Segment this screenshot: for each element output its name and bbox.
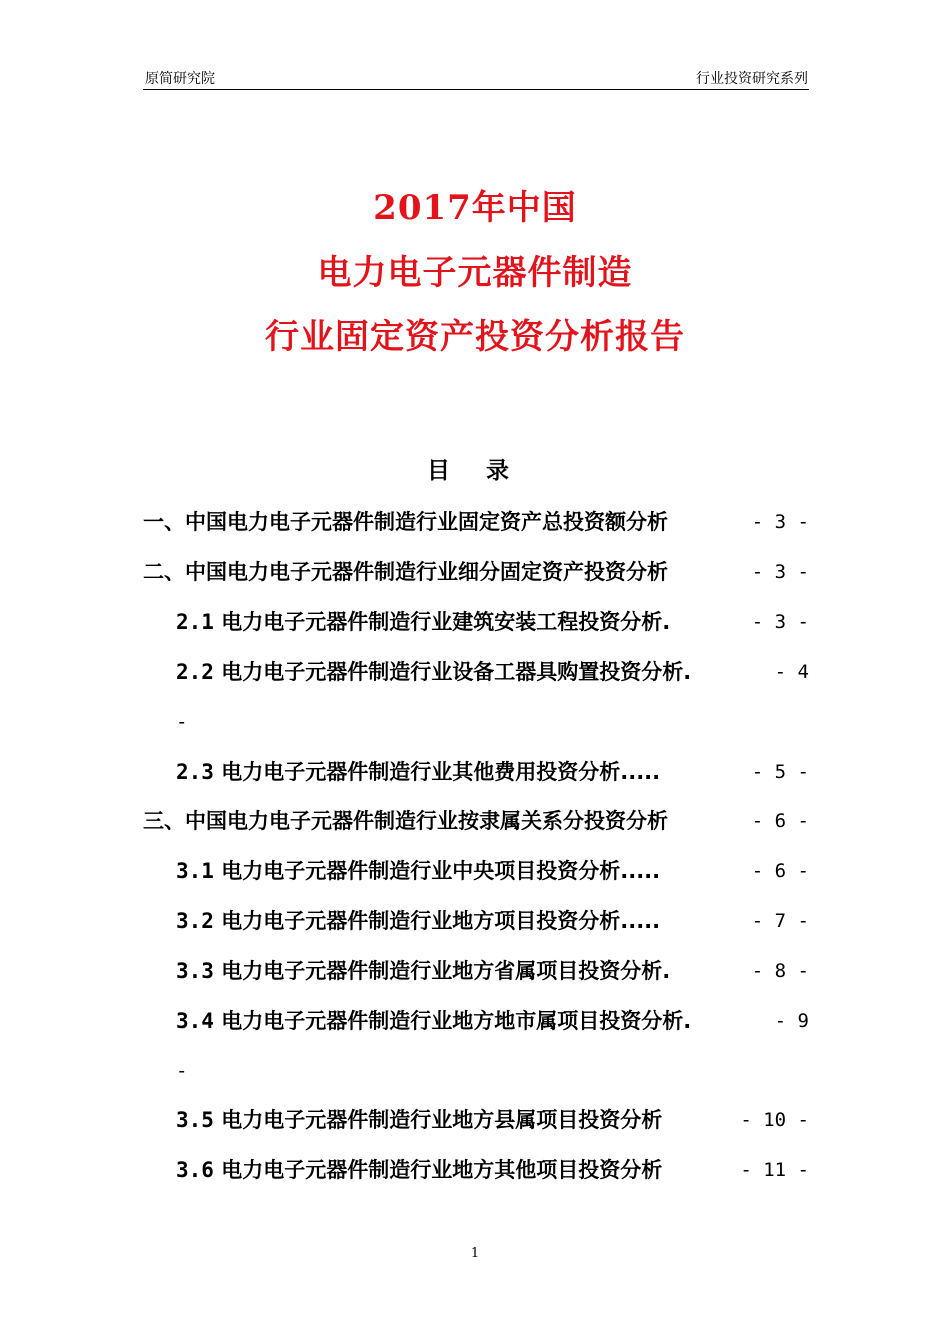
toc-entry-text: 二、中国电力电子元器件制造行业细分固定资产投资分析 (143, 560, 668, 584)
toc-entry-text: 三、中国电力电子元器件制造行业按隶属关系分投资分析 (143, 809, 668, 833)
toc-entry-text: 电力电子元器件制造行业其他费用投资分析..... (221, 760, 661, 784)
toc-entry-page: - 4 (774, 661, 809, 683)
toc-entry-text: 电力电子元器件制造行业地方项目投资分析..... (221, 909, 661, 933)
toc-entry-number: 2.1 (176, 610, 214, 634)
toc-entry[interactable] (176, 607, 670, 637)
toc-entry-text: 一、中国电力电子元器件制造行业固定资产总投资额分析 (143, 510, 668, 534)
toc-heading: 目 录 (426, 458, 523, 484)
toc-entry-number: 3.6 (176, 1158, 214, 1182)
toc-entry-number: 3.5 (176, 1108, 214, 1132)
toc-entry[interactable] (176, 657, 691, 687)
toc-entry-page: - 7 - (751, 910, 809, 932)
toc-entry-page: - 11 - (740, 1159, 809, 1181)
toc-entry-page: - 8 - (751, 960, 809, 982)
toc-entry-number: 2.3 (176, 760, 214, 784)
toc-entry[interactable] (176, 757, 660, 787)
toc-entry-text: 电力电子元器件制造行业地方省属项目投资分析. (221, 959, 671, 983)
footer-page-number: 1 (470, 1246, 480, 1261)
toc-entry-page: - 3 - (751, 561, 809, 583)
header-rule (143, 89, 809, 90)
toc-entry[interactable] (176, 906, 660, 936)
toc-entry[interactable] (176, 1006, 691, 1036)
toc-entry[interactable] (176, 856, 660, 886)
toc-entry-text: 电力电子元器件制造行业地方地市属项目投资分析. (221, 1009, 692, 1033)
toc-entry-text: 电力电子元器件制造行业地方其他项目投资分析 (221, 1158, 663, 1182)
toc-entry-page: - 9 (774, 1010, 809, 1032)
title-line-1: 2017年中国 (373, 188, 577, 228)
toc-entry-text: 电力电子元器件制造行业中央项目投资分析..... (221, 859, 661, 883)
toc-entry-page: - 3 - (751, 611, 809, 633)
toc-entry-number: 3.2 (176, 909, 214, 933)
toc-entry-page: - 5 - (751, 761, 809, 783)
toc-entry-page-wrap: - (176, 1060, 188, 1082)
toc-entry[interactable] (143, 806, 668, 836)
title-line-2: 电力电子元器件制造 (317, 253, 633, 293)
toc-entry-number: 3.3 (176, 959, 214, 983)
header-right-text: 行业投资研究系列 (696, 71, 808, 87)
toc-entry-number: 3.4 (176, 1009, 214, 1033)
toc-entry[interactable] (143, 507, 668, 537)
toc-entry[interactable] (176, 956, 670, 986)
toc-entry-text: 电力电子元器件制造行业地方县属项目投资分析 (221, 1108, 663, 1132)
toc-entry-page: - 10 - (740, 1109, 809, 1131)
toc-entry[interactable] (143, 557, 668, 587)
header-left-text: 原简研究院 (145, 71, 215, 87)
toc-entry-text: 电力电子元器件制造行业建筑安装工程投资分析. (221, 610, 671, 634)
toc-entry[interactable] (176, 1105, 662, 1135)
toc-entry-number: 3.1 (176, 859, 214, 883)
toc-entry-number: 2.2 (176, 660, 214, 684)
toc-entry-text: 电力电子元器件制造行业设备工器具购置投资分析. (221, 660, 692, 684)
toc-entry-page: - 6 - (751, 810, 809, 832)
toc-entry-page-wrap: - (176, 711, 188, 733)
toc-entry-page: - 3 - (751, 511, 809, 533)
toc-entry-page: - 6 - (751, 860, 809, 882)
toc-entry[interactable] (176, 1155, 662, 1185)
title-line-3: 行业固定资产投资分析报告 (265, 317, 685, 357)
